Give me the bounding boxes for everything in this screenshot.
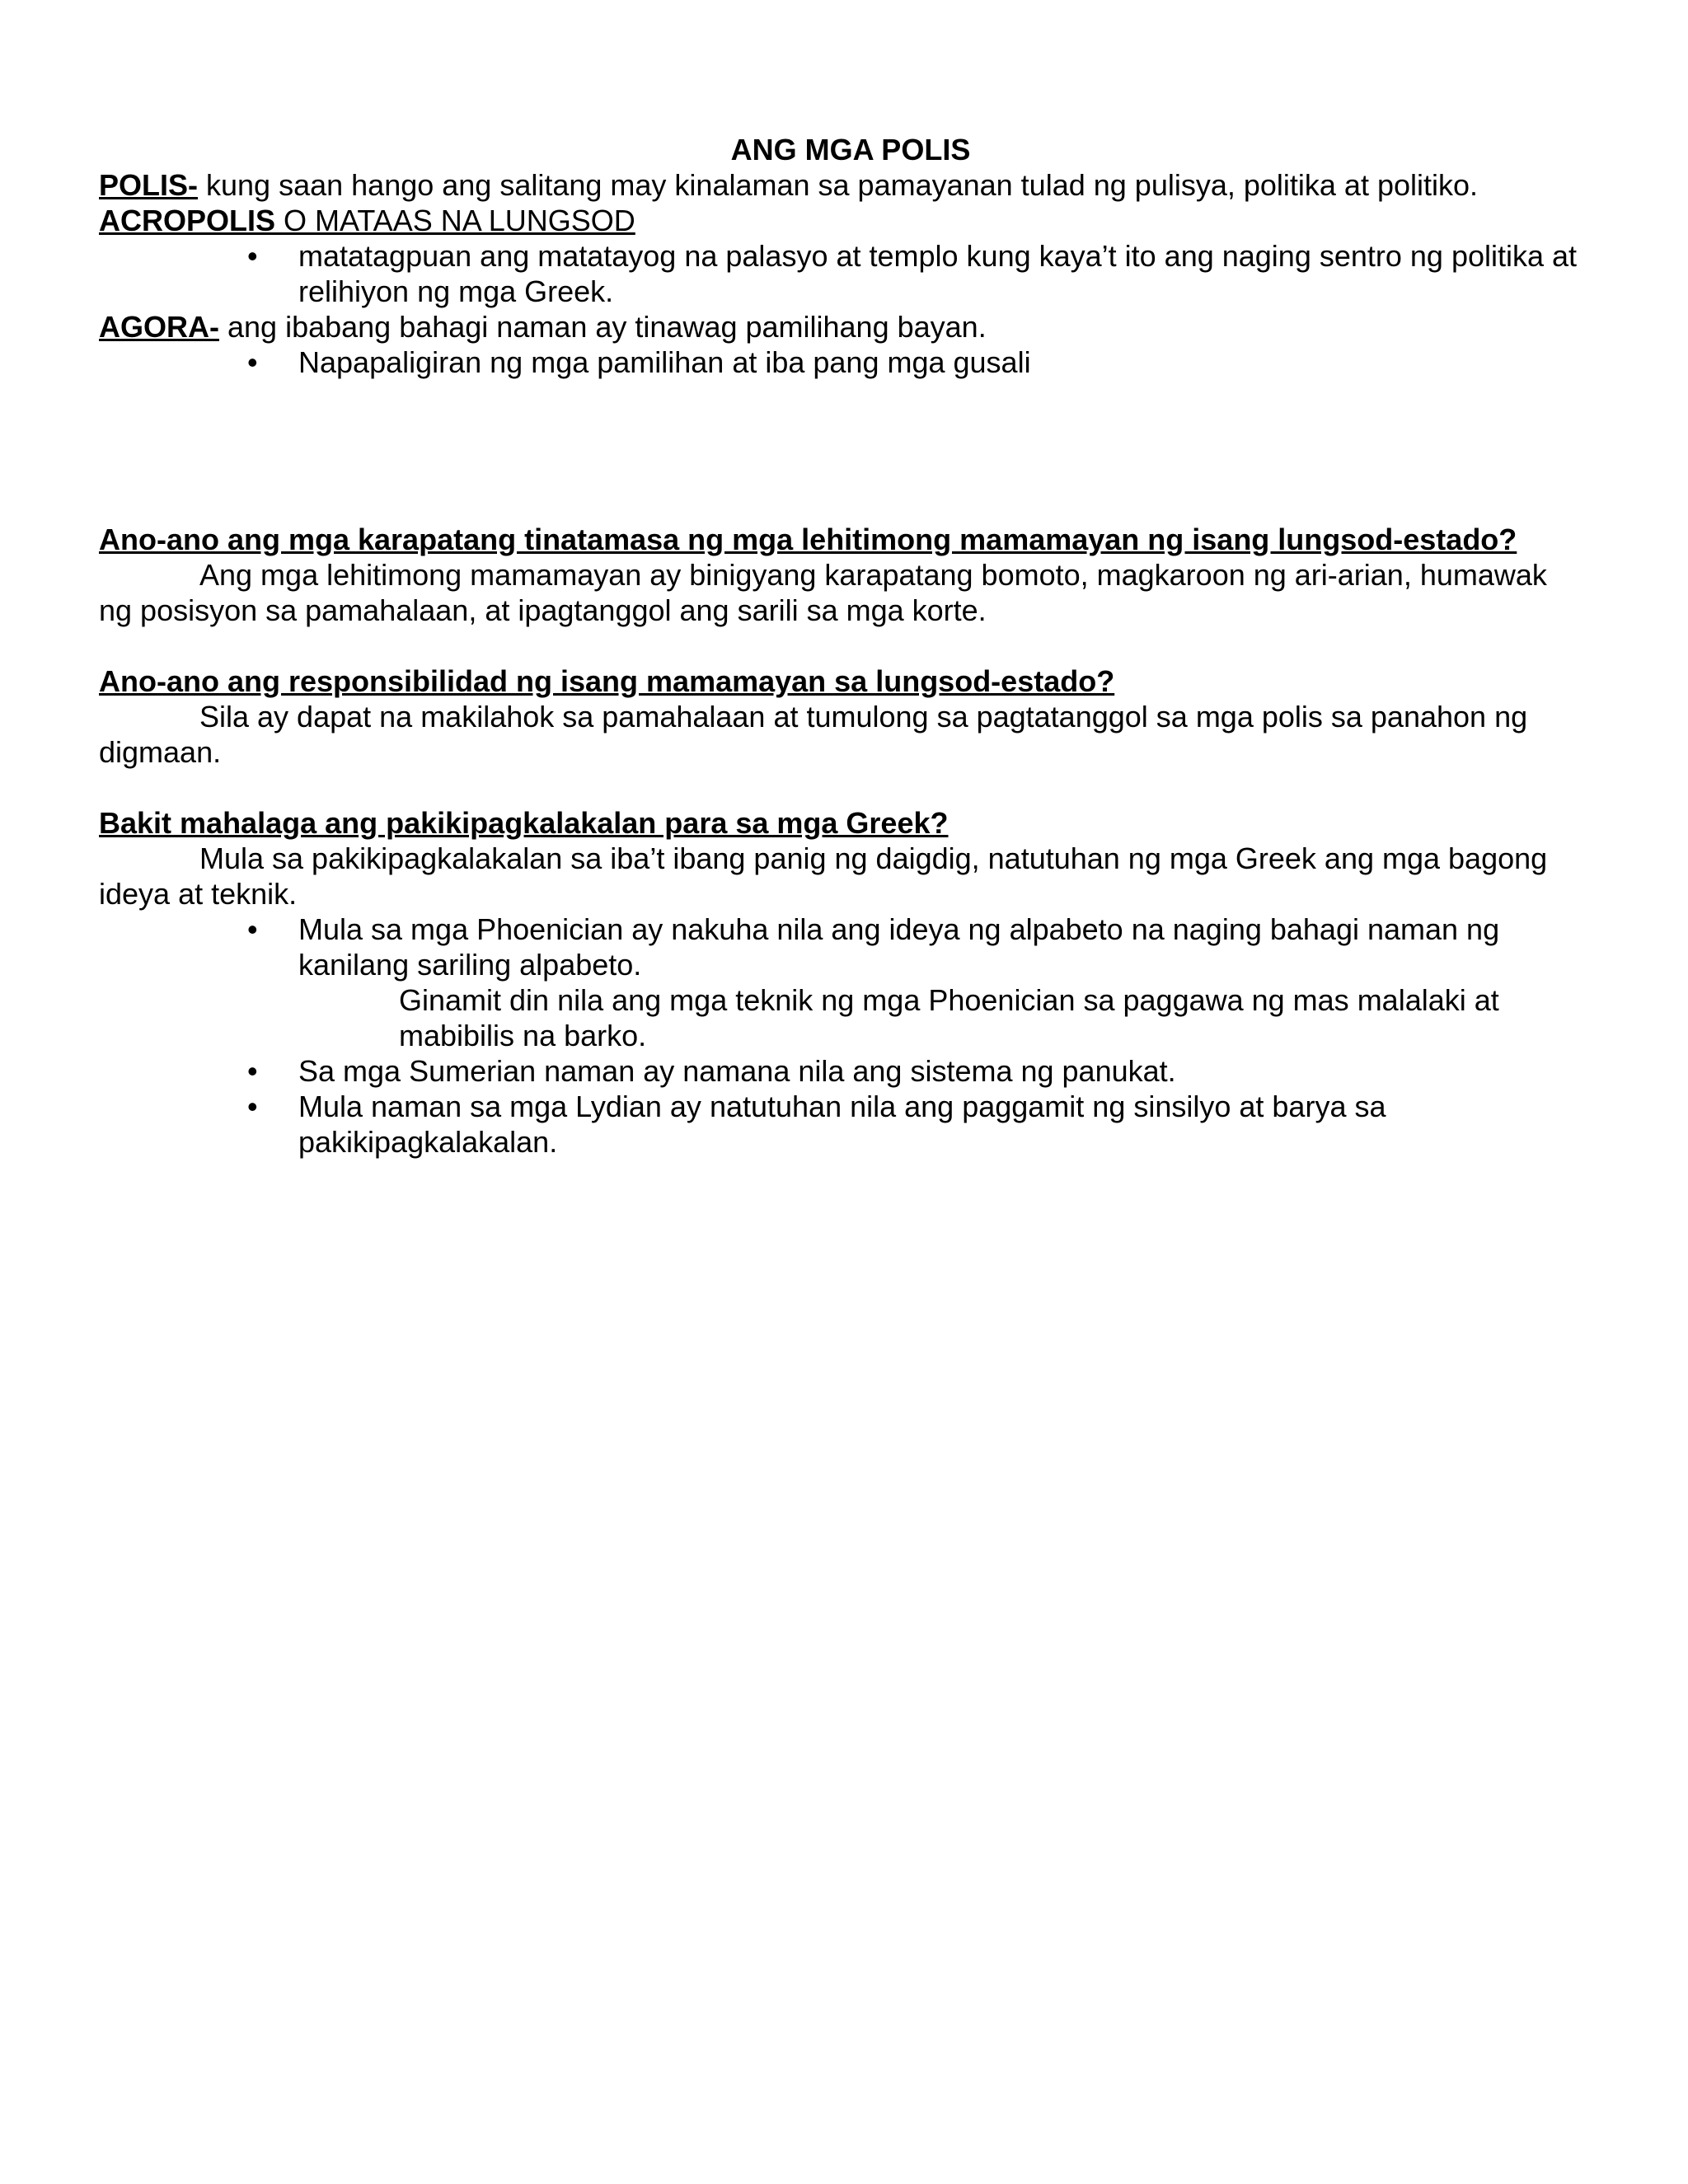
continuation-text: Ginamit din nila ang mga teknik ng mga Phoenician sa paggawa ng mas malalaki at mabibilis na barko. bbox=[399, 983, 1499, 1052]
bullet-icon: • bbox=[247, 1054, 258, 1088]
question-rights: Ano-ano ang mga karapatang tinatamasa ng mga lehitimong mamamayan ng isang lungsod-estado? bbox=[99, 523, 1517, 556]
acropolis-connector: O bbox=[284, 204, 316, 237]
question-responsibility: Ano-ano ang responsibilidad ng isang mamamayan sa lungsod-estado? bbox=[99, 664, 1115, 698]
agora-term: AGORA- bbox=[99, 310, 219, 344]
spacer bbox=[99, 380, 1582, 522]
answer-rights: Ang mga lehitimong mamamayan ay binigyang karapatang bomoto, magkaroon ng ari-arian, humawak ng posisyon sa pamahalaan, at ipagtanggol ang sarili sa mga korte. bbox=[99, 558, 1547, 627]
spacer bbox=[99, 628, 1582, 663]
acropolis-meaning: MATAAS NA LUNGSOD bbox=[315, 204, 635, 237]
bullet-icon: • bbox=[247, 912, 258, 946]
polis-text: kung saan hango ang salitang may kinalaman sa pamayanan tulad ng pulisya, politika at politiko. bbox=[198, 168, 1479, 202]
polis-definition bbox=[99, 167, 1582, 203]
agora-text: ang ibabang bahagi naman ay tinawag pamilihang bayan. bbox=[219, 310, 987, 344]
bullet-icon: • bbox=[247, 1090, 258, 1123]
acropolis-term: ACROPOLIS bbox=[99, 204, 284, 237]
list-item: • Sa mga Sumerian naman ay namana nila ang sistema ng panukat. bbox=[247, 1054, 1176, 1088]
polis-term: POLIS- bbox=[99, 168, 199, 202]
acropolis-heading bbox=[99, 203, 1582, 238]
list-item: • matatagpuan ang matatayog na palasyo at templo kung kaya’t ito ang naging sentro ng politika at relihiyon ng mga Greek. bbox=[247, 239, 1578, 308]
acropolis-bullet-list bbox=[99, 238, 1582, 309]
bullet-icon: • bbox=[247, 345, 258, 379]
agora-definition bbox=[99, 309, 1582, 344]
trade-bullet-list bbox=[99, 912, 1582, 1160]
answer-trade: Mula sa pakikipagkalakalan sa iba’t ibang panig ng daigdig, natutuhan ng mga Greek ang mga bagong ideya at teknik. bbox=[99, 841, 1548, 911]
spacer bbox=[99, 770, 1582, 805]
bullet-icon: • bbox=[247, 239, 258, 273]
list-item: • Napapaligiran ng mga pamilihan at iba pang mga gusali bbox=[247, 345, 1031, 379]
list-item: • Mula sa mga Phoenician ay nakuha nila ang ideya ng alpabeto na naging bahagi naman ng kanilang sariling alpabeto. Ginamit din nila ang mga teknik ng mga Phoenician sa paggawa ng mas malalaki at mabibilis na barko. bbox=[99, 912, 1582, 1053]
page-title: ANG MGA POLIS bbox=[730, 133, 971, 166]
document-body bbox=[99, 132, 1582, 1160]
list-item: • Mula naman sa mga Lydian ay natutuhan nila ang paggamit ng sinsilyo at barya sa pakikipagkalakalan. bbox=[247, 1090, 1386, 1159]
answer-responsibility: Sila ay dapat na makilahok sa pamahalaan at tumulong sa pagtatanggol sa mga polis sa panahon ng digmaan. bbox=[99, 700, 1528, 769]
question-trade: Bakit mahalaga ang pakikipagkalakalan para sa mga Greek? bbox=[99, 806, 949, 840]
agora-bullet-list bbox=[99, 344, 1582, 380]
